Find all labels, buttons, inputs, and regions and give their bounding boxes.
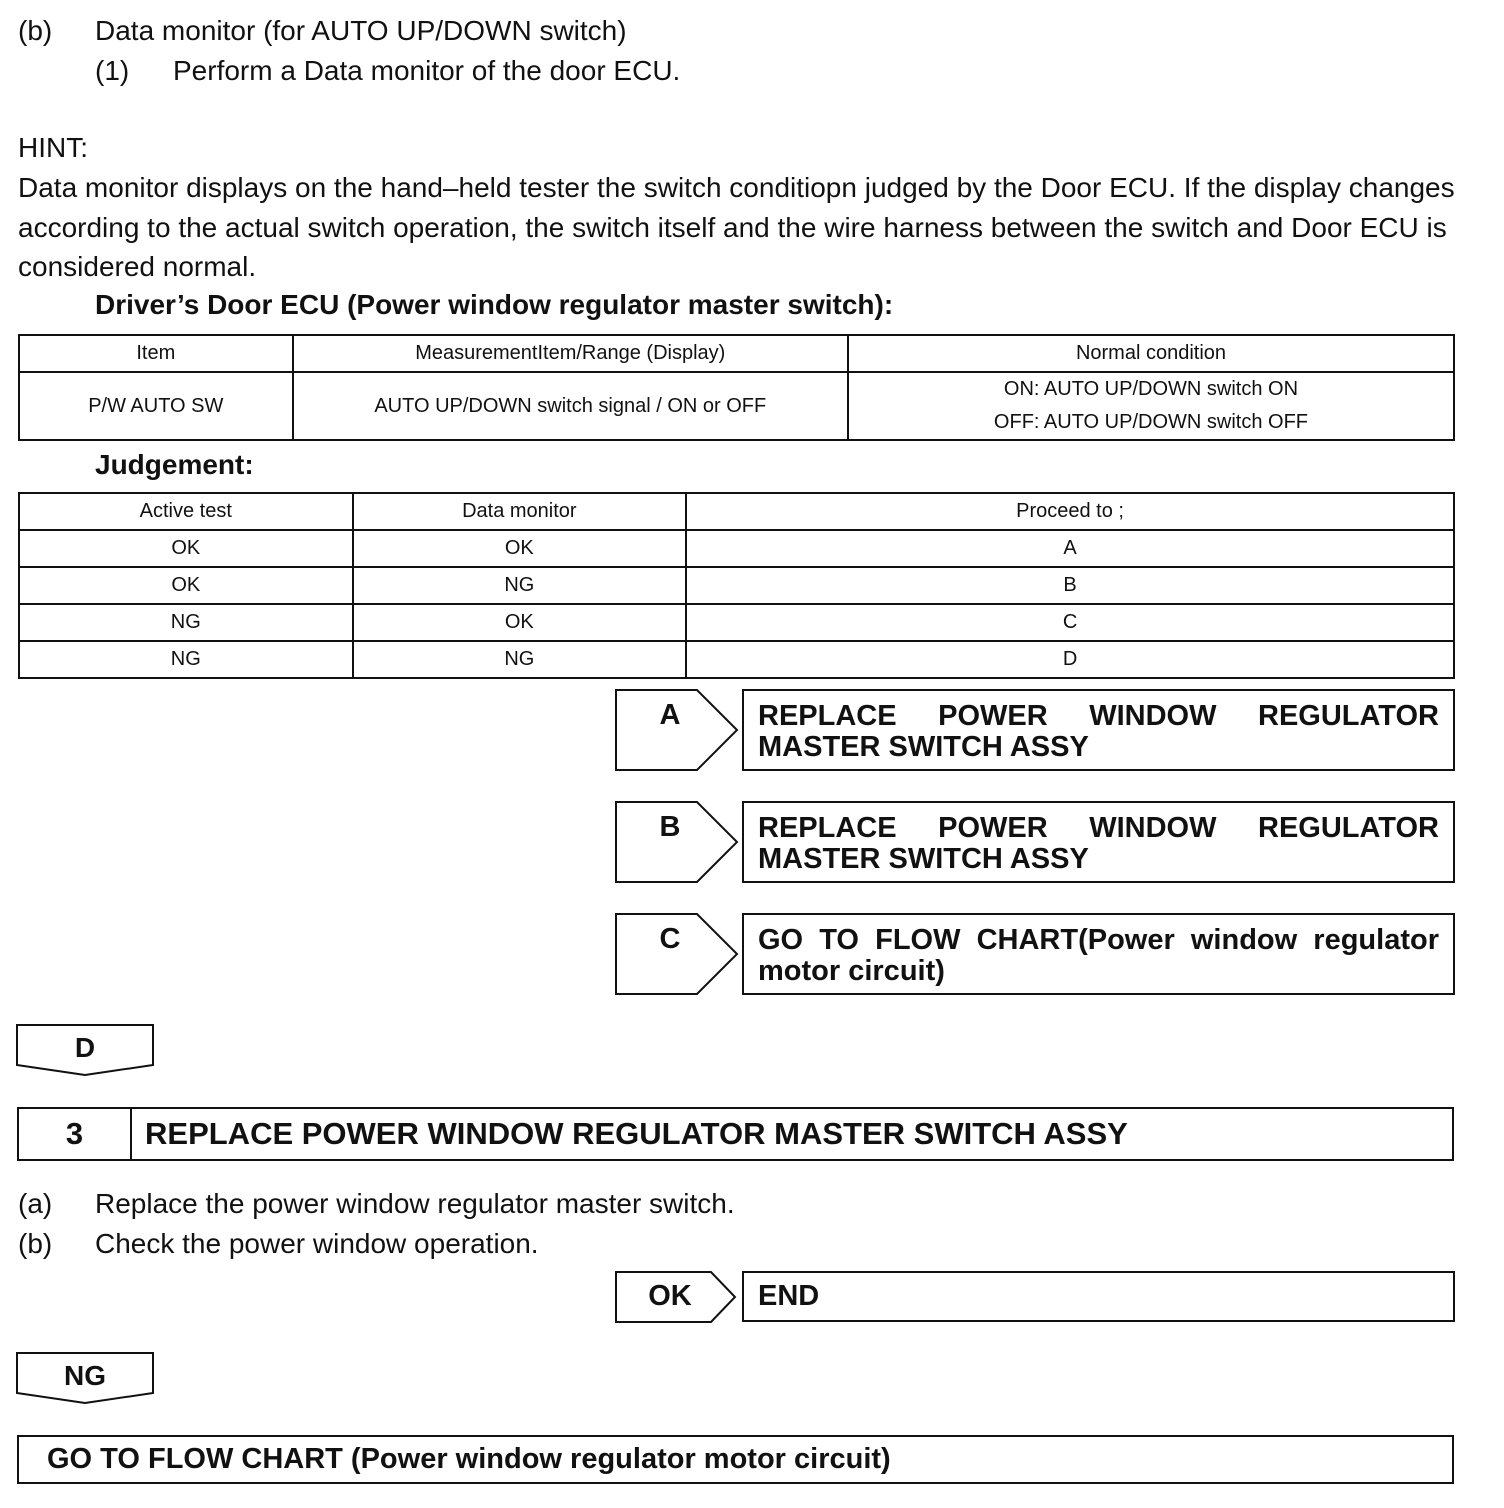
judgement-title: Judgement: bbox=[95, 449, 254, 480]
cell-data-monitor: OK bbox=[353, 604, 687, 641]
result-text-c: GO TO FLOW CHART(Power window regulator motor circuit) bbox=[758, 924, 1439, 987]
result-box-end bbox=[742, 1271, 1455, 1322]
ecu-header-measurement: MeasurementItem/Range (Display) bbox=[293, 335, 848, 372]
cell-proceed: C bbox=[686, 604, 1454, 641]
branch-arrow-a bbox=[615, 689, 739, 771]
ecu-table-title: Driver’s Door ECU (Power window regulator master switch): bbox=[95, 289, 894, 320]
branch-label-ok: OK bbox=[648, 1280, 692, 1312]
table-row bbox=[19, 567, 1454, 604]
result-box-b bbox=[742, 801, 1455, 883]
cell-active-test: OK bbox=[19, 567, 353, 604]
cell-active-test: NG bbox=[19, 604, 353, 641]
intro-b-marker: (b) bbox=[18, 15, 53, 46]
branch-arrow-ok bbox=[615, 1271, 739, 1323]
result-text-b: REPLACE POWER WINDOW REGULATOR MASTER SWITCH ASSY bbox=[758, 812, 1439, 875]
step3-b-text: Check the power window operation. bbox=[95, 1228, 539, 1259]
intro-b1-text: Perform a Data monitor of the door ECU. bbox=[173, 55, 681, 86]
intro-b-text: Data monitor (for AUTO UP/DOWN switch) bbox=[95, 15, 627, 46]
cell-proceed: A bbox=[686, 530, 1454, 567]
branch-label-c: C bbox=[659, 923, 681, 955]
branch-label-a: A bbox=[659, 699, 681, 731]
table-row bbox=[19, 604, 1454, 641]
result-text-end: END bbox=[758, 1280, 820, 1312]
branch-arrow-b bbox=[615, 801, 739, 883]
final-box bbox=[17, 1435, 1454, 1484]
result-box-a bbox=[742, 689, 1455, 771]
result-box-c bbox=[742, 913, 1455, 995]
cell-proceed: D bbox=[686, 641, 1454, 678]
intro-b1-marker: (1) bbox=[95, 55, 130, 86]
final-text: GO TO FLOW CHART (Power window regulator motor circuit) bbox=[47, 1443, 891, 1475]
branch-label-b: B bbox=[659, 811, 681, 843]
judgement-header-active-test: Active test bbox=[19, 493, 353, 530]
branch-tab-ng bbox=[16, 1352, 154, 1404]
table-row bbox=[19, 530, 1454, 567]
branch-label-ng: NG bbox=[64, 1360, 106, 1391]
result-text-a: REPLACE POWER WINDOW REGULATOR MASTER SWITCH ASSY bbox=[758, 700, 1439, 763]
step3-a-marker: (a) bbox=[18, 1188, 53, 1219]
ecu-table bbox=[18, 334, 1455, 441]
ecu-row-normal bbox=[848, 372, 1454, 440]
hint-paragraph: Data monitor displays on the hand–held tester the switch conditiopn judged by the Door ECU. If the display changes according to the actual switch operation, the switch itself and the wire harness between the switch and Door ECU is considered normal. bbox=[18, 172, 1455, 282]
cell-data-monitor: OK bbox=[353, 530, 687, 567]
ecu-row-item: P/W AUTO SW bbox=[19, 372, 293, 440]
step3-b-marker: (b) bbox=[18, 1228, 53, 1259]
cell-active-test: NG bbox=[19, 641, 353, 678]
cell-proceed: B bbox=[686, 567, 1454, 604]
cell-data-monitor: NG bbox=[353, 567, 687, 604]
step3-number: 3 bbox=[19, 1109, 132, 1159]
table-row bbox=[19, 641, 1454, 678]
cell-active-test: OK bbox=[19, 530, 353, 567]
judgement-header-proceed: Proceed to ; bbox=[686, 493, 1454, 530]
step3-a-text: Replace the power window regulator master switch. bbox=[95, 1188, 735, 1219]
judgement-header-data-monitor: Data monitor bbox=[353, 493, 687, 530]
step3-header bbox=[17, 1107, 1454, 1161]
step3-title: REPLACE POWER WINDOW REGULATOR MASTER SWITCH ASSY bbox=[145, 1116, 1128, 1151]
ecu-header-normal: Normal condition bbox=[848, 335, 1454, 372]
cell-data-monitor: NG bbox=[353, 641, 687, 678]
branch-tab-d bbox=[16, 1024, 154, 1076]
ecu-normal-on: ON: AUTO UP/DOWN switch ON bbox=[1003, 378, 1299, 400]
branch-label-d: D bbox=[74, 1032, 96, 1063]
ecu-normal-off: OFF: AUTO UP/DOWN switch OFF bbox=[993, 411, 1309, 433]
judgement-table bbox=[18, 492, 1455, 679]
ecu-row-measurement: AUTO UP/DOWN switch signal / ON or OFF bbox=[293, 372, 848, 440]
hint-label: HINT: bbox=[18, 132, 88, 163]
ecu-header-item: Item bbox=[19, 335, 293, 372]
branch-arrow-c bbox=[615, 913, 739, 995]
